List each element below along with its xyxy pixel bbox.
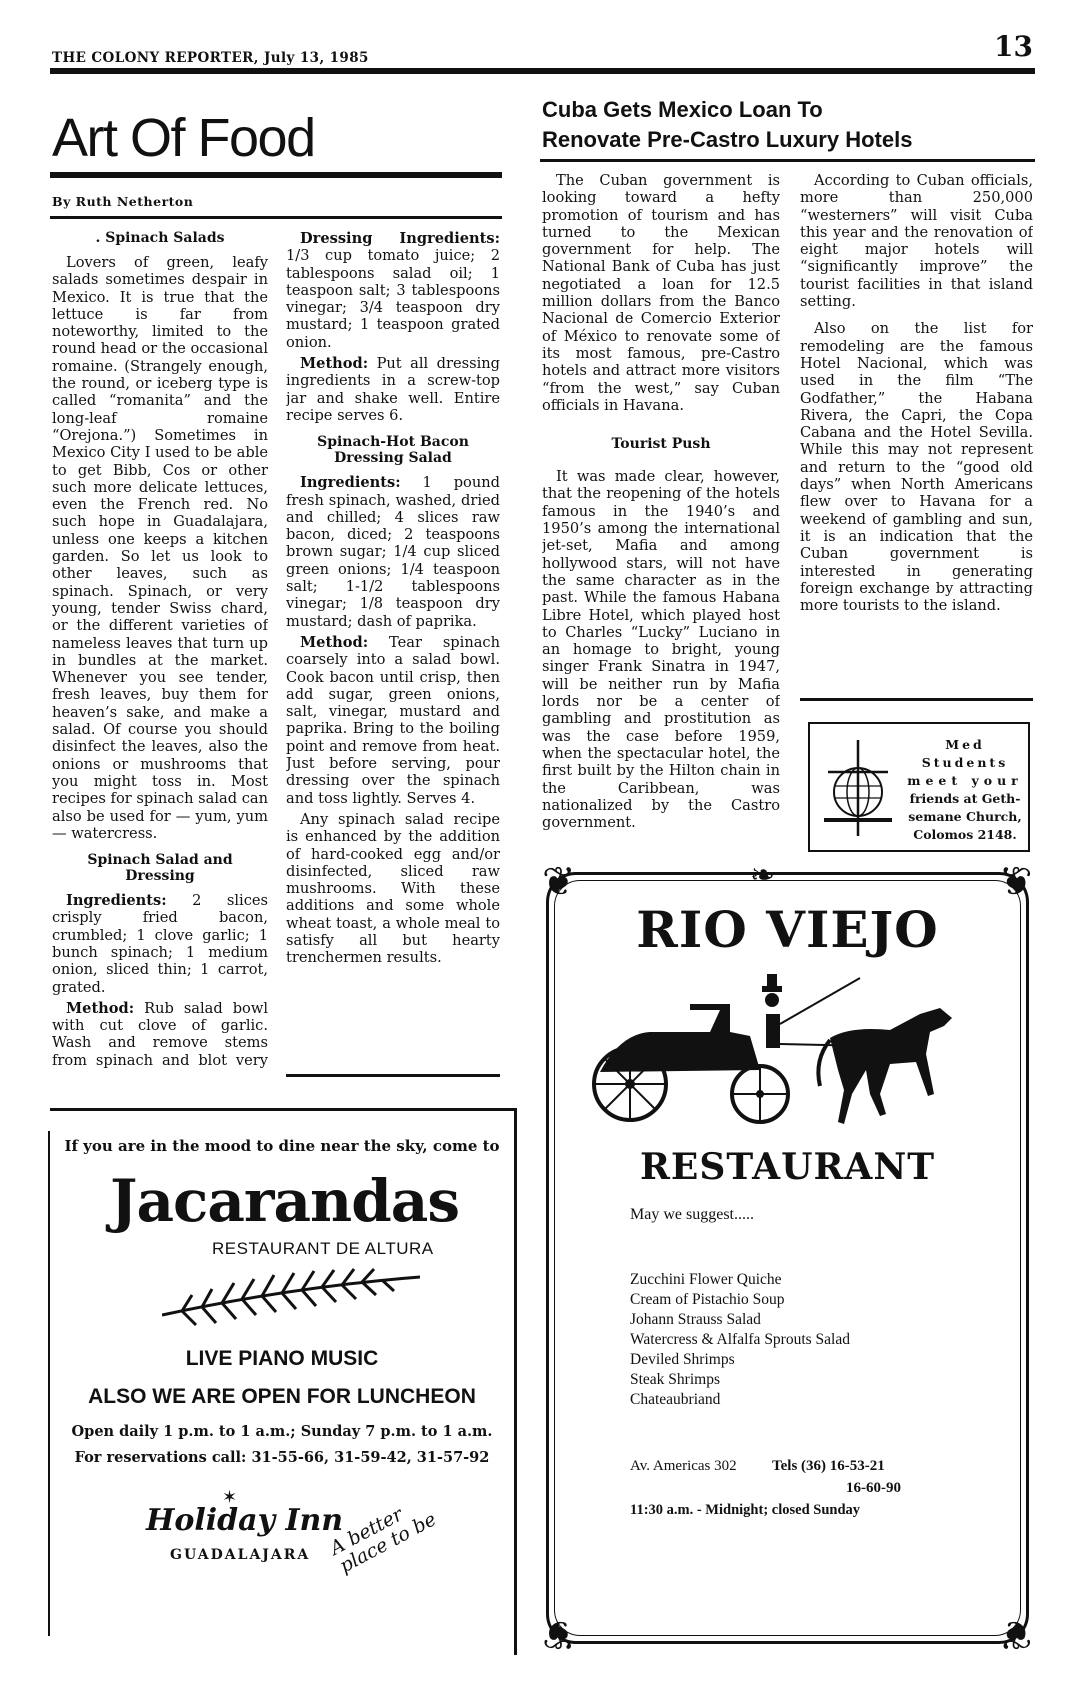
ingredients-label: Ingredients: (66, 892, 167, 910)
menu-item: Cream of Pistachio Soup (630, 1291, 785, 1308)
church-line: friends at Geth- (909, 791, 1021, 806)
food-paragraph: Lovers of green, leafy salads sometimes despair in Mexico. It is true that the lettuce is far from noteworthy, limited to the round head or the occasional romaine. (Strangely enough, the round, or iceberg type is called “romanita” and the long-leaf romaine “Orejona.”) Sometimes in Mexico City I used to be able to get Bibb, Cos or other such more delicate lettuces, even the French red. No such hope in Guadalajara, unless one keeps a kitchen garden. So let us look to other leaves, such as spinach. Spinach, or very young, tender Swiss chard, or the different varieties of nameless leaves that turn up in bundles at the market. Whenever you see tender, fresh leaves, buy them for heaven’s sake, and make a salad. Of course you should disinfect the leaves, also the onions or mushrooms that you might toss in. Most recipes for spinach salad can also be used for — yum, yum— watercress. (52, 254, 268, 842)
church-line: meet your (907, 773, 1023, 788)
holiday-inn-logo: Holiday Inn (146, 1503, 344, 1538)
dressing-label: Dressing Ingredients: (300, 230, 500, 247)
cuba-paragraph: It was made clear, however, that the reopening of the hotels famous in the 1940’s and 1950’s among the international jet-set, Mafia and among hollywood stars, will not have the same character as in the past. While the famous Habana Libre Hotel, which played host to Charles “Lucky” Luciano in an homage to bright, young singer Frank Sinatra in 1947, will be neither run by Mafia lords nor be a center of gambling and prostitution as was the case before 1959, when the spectacular hotel, the first built by the Hilton chain in the Caribbean, was nationalized by the Castro government. (542, 468, 780, 832)
byline: By Ruth Netherton (52, 194, 194, 209)
masthead-line: THE COLONY REPORTER, July 13, 1985 (52, 50, 369, 66)
jacarandas-reservations: For reservations call: 31-55-66, 31-59-42, 31-57-92 (74, 1449, 490, 1466)
church-line: semane Church, (908, 809, 1022, 824)
cuba-paragraph: The Cuban government is looking toward a hefty promotion of tourism and has turned to the Mexican government for help. The National Bank of Cuba has just negotiated a loan for 12.5 million dollars from the Banco Nacional de Comercio Exterior of México to renovate some of its most famous, pre-Castro hotels and attract more visitors “from the west,” say Cuban officials in Havana. (542, 172, 780, 414)
method-label: Method: (300, 355, 369, 373)
ingredients-text: 1 pound fresh spinach, washed, dried and chilled; 4 slices raw bacon, diced; 2 teaspoons brown sugar; 1/4 cup sliced green onions; 1/4 teaspoon salt; 1-1/2 tablespoons vinegar; 1/8 teaspoon dry mustard; dash of paprika. (286, 474, 500, 630)
menu-item: Chateaubriand (630, 1391, 721, 1408)
subhead-tourist-push: Tourist Push (611, 436, 711, 453)
jacarandas-line1: LIVE PIANO MUSIC (185, 1347, 379, 1370)
food-column-1 (52, 230, 268, 1070)
dressing-text: 1/3 cup tomato juice; 2 tablespoons salad oil; 1 teaspoon salt; 3 tablespoons vinegar; 3/4 teaspoon dry mustard; 1 teaspoon grated onion. (286, 247, 500, 351)
cuba-column-2 (800, 172, 1033, 692)
closing-paragraph: Any spinach salad recipe is enhanced by the addition of hard-cooked egg and/or disinfected, sliced raw mushrooms. With these additions and some whole wheat toast, a whole meal to satisfy all but hearty trenchermen results. (286, 810, 500, 967)
menu-item: Watercress & Alfalfa Sprouts Salad (630, 1331, 850, 1348)
dressing-method (286, 355, 500, 424)
byline-rule (50, 216, 502, 219)
church-line: Colomos 2148. (913, 827, 1017, 842)
subhead-salad-dressing: Spinach Salad and Dressing (87, 852, 233, 885)
rio-viejo-address: Av. Americas 302 (630, 1458, 737, 1474)
rio-viejo-hours: 11:30 a.m. - Midnight; closed Sunday (630, 1502, 861, 1518)
method-text: Tear spinach coarsely into a salad bowl. Cook bacon until crisp, then add sugar, green onions, salt, vinegar, mustard and paprika. Bring to the boiling point and remove from heat. Just before serving, pour dressing over the spinach and toss lightly. Serves 4. (286, 633, 500, 807)
ingredients-label: Ingredients: (300, 474, 401, 492)
method-text: Rub salad bowl with cut clove of garlic. Wash and remove stems from spinach and blot very (52, 999, 268, 1069)
ornament-top-right-icon: ❦ (999, 859, 1033, 905)
rio-viejo-suggest: May we suggest..... (630, 1206, 754, 1223)
page-number: 13 (994, 30, 1033, 63)
food-bottom-rule (286, 1074, 500, 1077)
cuba-headline-1: Cuba Gets Mexico Loan To (542, 97, 823, 122)
ornament-top-center-icon: ❧ (750, 858, 776, 893)
jacaranda-plume-icon (162, 1267, 422, 1329)
masthead-rule (50, 68, 1035, 74)
jacarandas-hours: Open daily 1 p.m. to 1 a.m.; Sunday 7 p.m. to 1 a.m. (71, 1423, 493, 1440)
ornament-bottom-right-icon: ❦ (999, 1611, 1033, 1657)
rio-viejo-tels: Tels (36) 16-53-21 (772, 1458, 885, 1474)
rio-viejo-tel2: 16-60-90 (846, 1480, 901, 1496)
subhead-hot-bacon-2: Dressing Salad (334, 450, 452, 467)
cuba-paragraph: According to Cuban officials, more than 250,000 “westerners” will visit Cuba this year and the renovation of eight major hotels will “significantly improve” the tourist facilities in that island setting. (800, 172, 1033, 311)
subhead-hot-bacon-1: Spinach-Hot Bacon (317, 434, 469, 451)
food-column-2 (286, 230, 500, 1030)
menu-item: Deviled Shrimps (630, 1351, 735, 1368)
cuba-column-1 (542, 172, 780, 850)
hot-bacon-ingredients (286, 474, 500, 630)
menu-item: Steak Shrimps (630, 1371, 720, 1388)
hot-bacon-method (286, 634, 500, 807)
jacarandas-line2: ALSO WE ARE OPEN FOR LUNCHEON (88, 1385, 476, 1408)
holiday-inn-slogan: A better place to be (326, 1503, 440, 1578)
method-label: Method: (300, 633, 369, 651)
cuba-headline-rule (540, 159, 1035, 162)
ornament-bottom-left-icon: ❦ (542, 1611, 576, 1657)
jacarandas-ad (50, 1108, 517, 1655)
subhead-spinach-salads: . Spinach Salads (95, 230, 225, 246)
cuba-bottom-rule (800, 698, 1033, 701)
church-line: Med Students (921, 737, 1009, 770)
horse-carriage-icon (590, 974, 990, 1130)
ornament-top-left-icon: ❦ (542, 859, 576, 905)
menu-item: Johann Strauss Salad (630, 1311, 761, 1328)
recipe-ingredients (52, 892, 268, 996)
church-ad (808, 722, 1030, 852)
jacarandas-name: Jacarandas (110, 1167, 460, 1235)
cuba-paragraph: Also on the list for remodeling are the famous Hotel Nacional, which was used in the film “The Godfather,” the Habana Rivera, the Capri, the Copa Cabana and the Hotel Sevilla. While this may not represent and return to the “good old days” when North Americans flew over to Havana for a weekend of gambling and sun, it is an indication that the Cuban government is interested in generating foreign exchange by attracting more tourists to the island. (800, 320, 1033, 615)
recipe-method (52, 1000, 268, 1070)
cuba-headline-2: Renovate Pre-Castro Luxury Hotels (542, 127, 913, 152)
article-title: Art Of Food (52, 108, 315, 168)
menu-item: Zucchini Flower Quiche (630, 1271, 782, 1288)
holiday-inn-city: GUADALAJARA (170, 1547, 311, 1563)
dressing-ingredients (286, 230, 500, 351)
jacarandas-subtitle: RESTAURANT DE ALTURA (212, 1239, 434, 1258)
rio-viejo-kind: RESTAURANT (639, 1146, 936, 1188)
method-text: Put all dressing ingredients in a screw-top jar and shake well. Entire recipe serves 6. (286, 355, 500, 424)
church-globe-icon (820, 736, 896, 840)
rio-viejo-menu (630, 1270, 850, 1410)
method-label: Method: (66, 999, 135, 1017)
rio-viejo-ad (540, 858, 1035, 1657)
jacarandas-intro: If you are in the mood to dine near the sky, come to (64, 1137, 500, 1155)
rio-viejo-name: RIO VIEJO (636, 900, 939, 959)
title-rule (50, 172, 502, 178)
holiday-inn-star-icon: ✶ (222, 1487, 238, 1508)
ingredients-text: 2 slices crisply fried bacon, crumbled; 1 clove garlic; 1 bunch spinach; 1 medium onion, sliced thin; 1 carrot, grated. (52, 892, 268, 996)
